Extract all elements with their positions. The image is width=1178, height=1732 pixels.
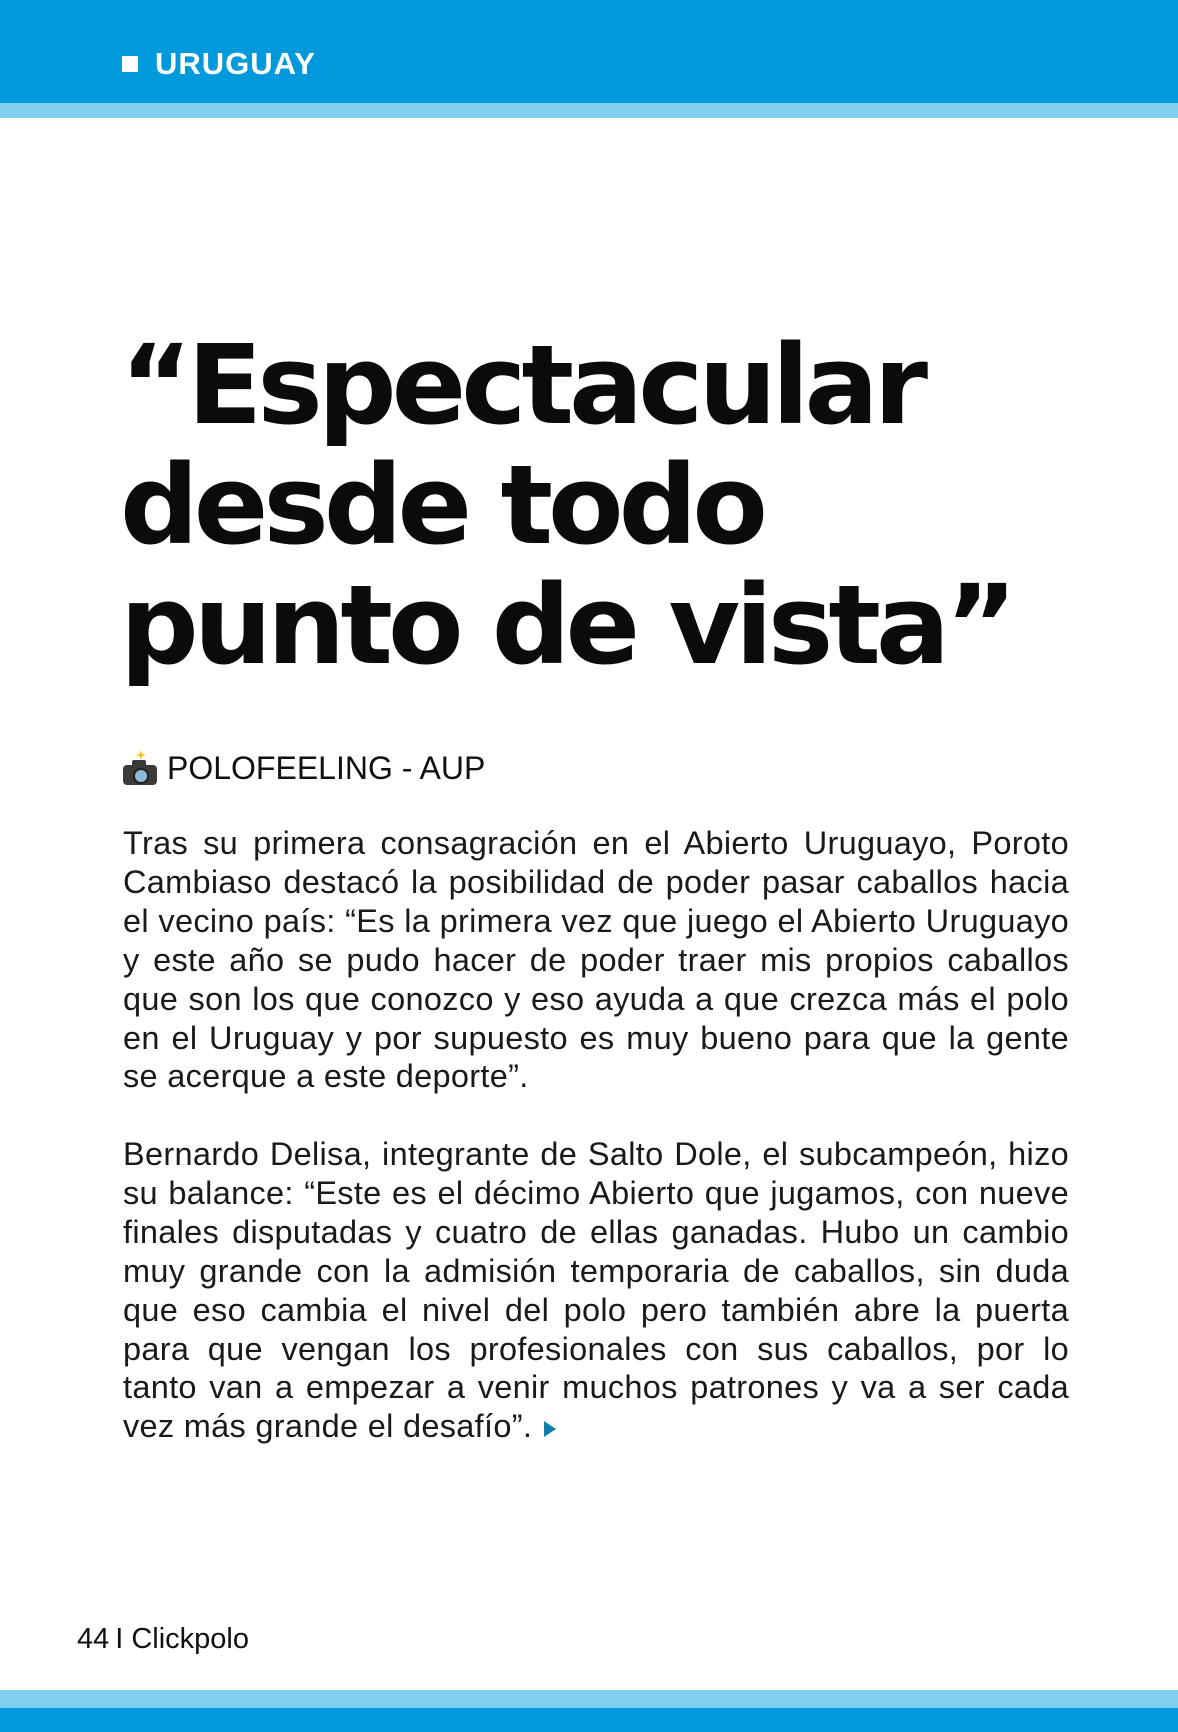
camera-icon — [123, 759, 157, 785]
section-label: URUGUAY — [155, 46, 316, 81]
page-footer — [77, 1623, 249, 1656]
footer-separator: I — [115, 1623, 124, 1655]
header-stripe — [0, 103, 1178, 118]
photo-credit — [123, 746, 485, 790]
page-number: 44 — [77, 1623, 110, 1655]
title-line: “Espectacular — [120, 321, 923, 449]
footer-band — [0, 1708, 1178, 1732]
title-line: desde todo — [120, 441, 763, 569]
photo-credit-text: POLOFEELING - AUP — [167, 749, 486, 786]
article-title — [120, 321, 1120, 689]
square-bullet-icon — [122, 56, 138, 72]
paragraph-text: Tras su primera consagración en el Abierto Uruguayo, Poroto Cambiaso destacó la posibilidad de poder pasar caballos hacia el vecino país: “Es la primera vez que juego el Abierto Uruguayo y este año se pudo hacer de poder traer mis propios caballos que son los que conozco y eso ayuda a que crezca más el polo en el Uruguay y por supuesto es muy bueno para que la gente se acerque a este deporte”. — [123, 825, 1069, 1095]
article-paragraph — [123, 1135, 1069, 1446]
end-arrow-icon — [544, 1421, 556, 1437]
article-paragraph — [123, 824, 1069, 1096]
section-tag — [122, 44, 316, 84]
footer-stripe — [0, 1690, 1178, 1708]
title-line: punto de vista” — [120, 561, 1013, 689]
paragraph-text: Bernardo Delisa, integrante de Salto Dole, el subcampeón, hizo su balance: “Este es el décimo Abierto que jugamos, con nueve finales disputadas y cuatro de ellas ganadas. Hubo un cambio muy grande con la admisión temporaria de caballos, sin duda que eso cambia el nivel del polo pero también abre la puerta para que vengan los profesionales con sus caballos, por lo tanto van a empezar a venir muchos patrones y va a ser cada vez más grande el desafío”. — [123, 1136, 1069, 1445]
publication-name: Clickpolo — [131, 1623, 249, 1655]
